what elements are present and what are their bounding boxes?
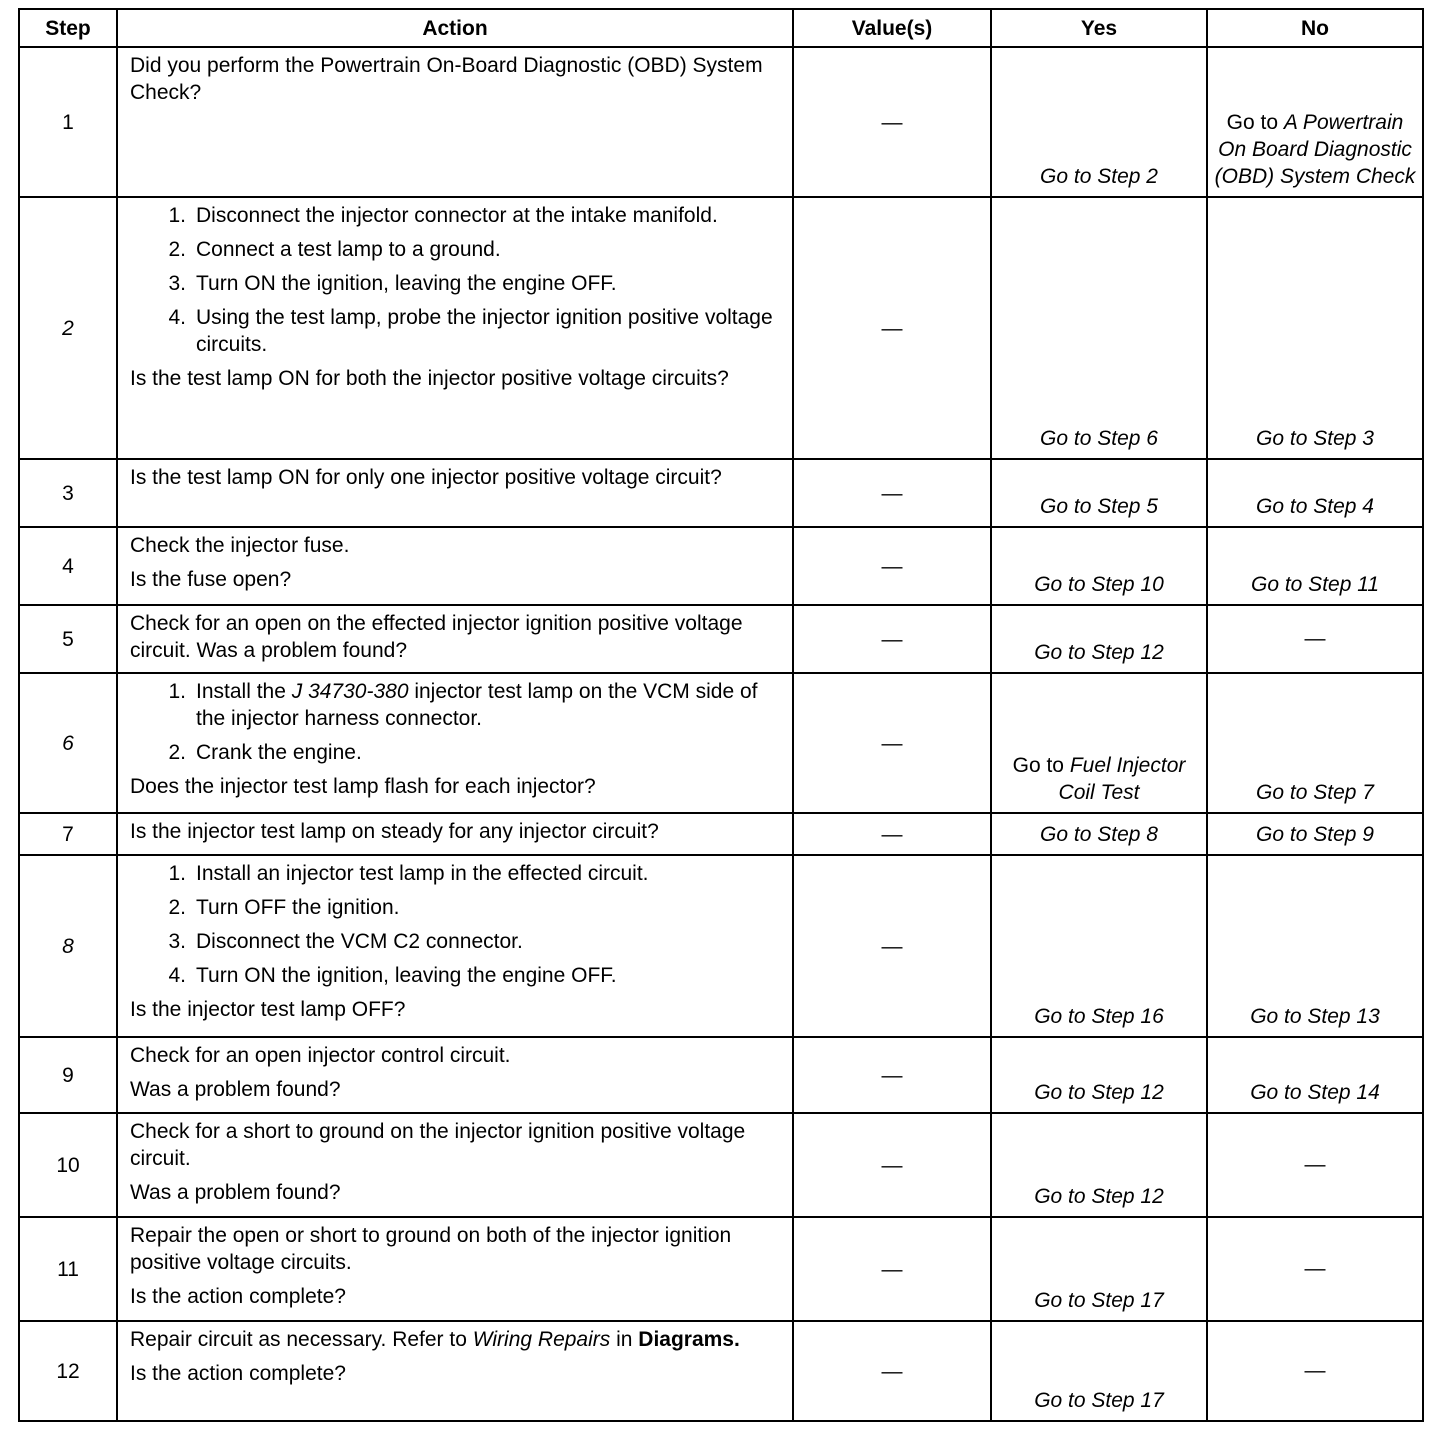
list-number: 2. xyxy=(168,741,186,764)
text-segment: in xyxy=(610,1328,639,1351)
value-cell: — xyxy=(793,1217,991,1321)
value-cell: — xyxy=(793,527,991,605)
action-cell xyxy=(117,527,793,605)
text-segment: Go to xyxy=(1012,754,1070,777)
action-cell xyxy=(117,47,793,197)
text-segment: Disconnect the VCM C2 connector. xyxy=(196,930,523,953)
text-segment: Is the test lamp ON for only one injector positive voltage circuit? xyxy=(130,466,722,489)
step-number: 4 xyxy=(19,527,117,605)
yes-cell xyxy=(991,605,1207,673)
text-segment: Was a problem found? xyxy=(130,1078,341,1101)
step-number: 5 xyxy=(19,605,117,673)
action-cell xyxy=(117,1037,793,1113)
step-number: 2 xyxy=(19,197,117,459)
text-segment: Go to Step 12 xyxy=(1034,641,1164,664)
text-segment: A Powertrain On Board Diagnostic (OBD) System Check xyxy=(1214,111,1416,188)
text-segment: Turn OFF the ignition. xyxy=(196,896,400,919)
text-segment: Check for a short to ground on the injector ignition positive voltage circuit. xyxy=(130,1120,746,1170)
text-segment: Install an injector test lamp in the effected circuit. xyxy=(196,862,649,885)
text-segment: Go to Step 7 xyxy=(1256,781,1374,804)
list-number: 1. xyxy=(168,204,186,227)
text-segment: Was a problem found? xyxy=(130,1181,341,1204)
list-number: 2. xyxy=(168,238,186,261)
text-segment: Go to Step 16 xyxy=(1034,1005,1164,1028)
text-segment: Diagrams. xyxy=(638,1328,740,1351)
no-cell: — xyxy=(1207,1321,1423,1421)
action-paragraph xyxy=(130,1179,782,1206)
text-segment: Fuel Injector Coil Test xyxy=(1058,754,1186,804)
list-text xyxy=(196,894,399,921)
text-segment: Go to Step 14 xyxy=(1250,1081,1380,1104)
action-list-item xyxy=(130,928,782,955)
step-number: 7 xyxy=(19,813,117,855)
table-row xyxy=(19,47,1423,197)
action-paragraph xyxy=(130,365,782,392)
no-cell xyxy=(1207,813,1423,855)
list-number: 3. xyxy=(168,930,186,953)
table-row xyxy=(19,459,1423,527)
yes-cell xyxy=(991,1037,1207,1113)
list-text xyxy=(196,304,782,358)
list-text xyxy=(196,962,617,989)
action-paragraph xyxy=(130,1076,782,1103)
text-segment: Wiring Repairs xyxy=(472,1328,611,1351)
step-number: 1 xyxy=(19,47,117,197)
yes-cell xyxy=(991,459,1207,527)
step-number: 3 xyxy=(19,459,117,527)
list-text xyxy=(196,860,649,887)
action-paragraph xyxy=(130,532,782,559)
table-row xyxy=(19,1217,1423,1321)
action-paragraph xyxy=(130,1222,782,1276)
yes-cell xyxy=(991,197,1207,459)
text-segment: Repair circuit as necessary. Refer to xyxy=(130,1328,473,1351)
step-number: 8 xyxy=(19,855,117,1037)
text-segment: Does the injector test lamp flash for each injector? xyxy=(130,775,596,798)
text-segment: Go to Step 2 xyxy=(1040,165,1158,188)
value-cell: — xyxy=(793,1037,991,1113)
table-row xyxy=(19,1037,1423,1113)
text-segment: Go to Step 13 xyxy=(1250,1005,1380,1028)
text-segment: Turn ON the ignition, leaving the engine OFF. xyxy=(196,964,617,987)
step-number: 12 xyxy=(19,1321,117,1421)
no-cell xyxy=(1207,673,1423,813)
action-paragraph xyxy=(130,1360,782,1387)
action-cell xyxy=(117,459,793,527)
value-cell: — xyxy=(793,605,991,673)
action-list-item xyxy=(130,894,782,921)
no-cell: — xyxy=(1207,1217,1423,1321)
action-cell xyxy=(117,1217,793,1321)
action-cell xyxy=(117,673,793,813)
text-segment: Is the action complete? xyxy=(130,1285,346,1308)
value-cell: — xyxy=(793,813,991,855)
table-row xyxy=(19,855,1423,1037)
action-paragraph xyxy=(130,773,782,800)
text-segment: Go to xyxy=(1226,111,1284,134)
step-number: 6 xyxy=(19,673,117,813)
text-segment: Go to Step 5 xyxy=(1040,495,1158,518)
action-list-item xyxy=(130,304,782,358)
text-segment: J 34730-380 xyxy=(291,680,409,703)
diagnostic-table xyxy=(18,8,1424,1422)
action-paragraph xyxy=(130,1326,782,1353)
text-segment: Go to Step 3 xyxy=(1256,427,1374,450)
value-cell: — xyxy=(793,855,991,1037)
no-cell: — xyxy=(1207,1113,1423,1217)
yes-cell xyxy=(991,527,1207,605)
action-paragraph xyxy=(130,1283,782,1310)
action-paragraph xyxy=(130,464,782,491)
yes-cell xyxy=(991,673,1207,813)
text-segment: Is the test lamp ON for both the injector positive voltage circuits? xyxy=(130,367,729,390)
table-row xyxy=(19,1321,1423,1421)
text-segment: Using the test lamp, probe the injector ignition positive voltage circuits. xyxy=(196,306,773,356)
action-cell xyxy=(117,197,793,459)
text-segment: Go to Step 4 xyxy=(1256,495,1374,518)
action-list-item xyxy=(130,739,782,766)
action-list-item xyxy=(130,236,782,263)
list-number: 1. xyxy=(168,862,186,885)
text-segment: Go to Step 17 xyxy=(1034,1289,1164,1312)
list-text xyxy=(196,236,501,263)
action-paragraph xyxy=(130,566,782,593)
text-segment: Is the fuse open? xyxy=(130,568,292,591)
value-cell: — xyxy=(793,197,991,459)
action-list-item xyxy=(130,962,782,989)
action-paragraph xyxy=(130,1042,782,1069)
action-list-item xyxy=(130,860,782,887)
text-segment: Repair the open or short to ground on both of the injector ignition positive voltage circuits. xyxy=(130,1224,732,1274)
header-step: Step xyxy=(19,9,117,47)
text-segment: Check for an open on the effected injector ignition positive voltage circuit. Was a problem found? xyxy=(130,612,743,662)
list-number: 4. xyxy=(168,306,186,329)
text-segment: Go to Step 17 xyxy=(1034,1389,1164,1412)
header-values: Value(s) xyxy=(793,9,991,47)
no-cell xyxy=(1207,855,1423,1037)
text-segment: Go to Step 11 xyxy=(1250,573,1380,596)
table-body xyxy=(19,47,1423,1421)
text-segment: Is the injector test lamp OFF? xyxy=(130,998,406,1021)
action-paragraph xyxy=(130,610,782,664)
text-segment: Go to Step 6 xyxy=(1040,427,1158,450)
action-cell xyxy=(117,813,793,855)
action-paragraph xyxy=(130,52,782,106)
step-number: 9 xyxy=(19,1037,117,1113)
value-cell: — xyxy=(793,459,991,527)
action-paragraph xyxy=(130,996,782,1023)
text-segment: Is the action complete? xyxy=(130,1362,346,1385)
table-row xyxy=(19,197,1423,459)
value-cell: — xyxy=(793,47,991,197)
table-row xyxy=(19,1113,1423,1217)
list-number: 1. xyxy=(168,680,186,703)
yes-cell xyxy=(991,855,1207,1037)
table-row xyxy=(19,605,1423,673)
yes-cell xyxy=(991,47,1207,197)
value-cell: — xyxy=(793,1113,991,1217)
list-text xyxy=(196,678,782,732)
text-segment: Go to Step 8 xyxy=(1040,823,1158,846)
text-segment: Turn ON the ignition, leaving the engine OFF. xyxy=(196,272,617,295)
text-segment: Go to Step 9 xyxy=(1256,823,1374,846)
list-text xyxy=(196,202,718,229)
action-list-item xyxy=(130,202,782,229)
step-number: 11 xyxy=(19,1217,117,1321)
text-segment: Install the xyxy=(196,680,292,703)
action-paragraph xyxy=(130,818,782,845)
no-cell xyxy=(1207,197,1423,459)
no-cell xyxy=(1207,47,1423,197)
text-segment: Connect a test lamp to a ground. xyxy=(196,238,501,261)
yes-cell xyxy=(991,1113,1207,1217)
text-segment: Check the injector fuse. xyxy=(130,534,350,557)
yes-cell xyxy=(991,1217,1207,1321)
table-row xyxy=(19,527,1423,605)
header-no: No xyxy=(1207,9,1423,47)
text-segment: Go to Step 10 xyxy=(1034,573,1164,596)
text-segment: Go to Step 12 xyxy=(1034,1185,1164,1208)
action-cell xyxy=(117,1113,793,1217)
list-text xyxy=(196,270,617,297)
text-segment: Did you perform the Powertrain On-Board Diagnostic (OBD) System Check? xyxy=(130,54,763,104)
table-row xyxy=(19,673,1423,813)
list-number: 2. xyxy=(168,896,186,919)
step-number: 10 xyxy=(19,1113,117,1217)
list-text xyxy=(196,739,362,766)
action-cell xyxy=(117,1321,793,1421)
header-row xyxy=(19,9,1423,47)
header-yes: Yes xyxy=(991,9,1207,47)
no-cell xyxy=(1207,459,1423,527)
table-row xyxy=(19,813,1423,855)
text-segment: Go to Step 12 xyxy=(1034,1081,1164,1104)
no-cell: — xyxy=(1207,605,1423,673)
action-list-item xyxy=(130,270,782,297)
list-number: 4. xyxy=(168,964,186,987)
action-paragraph xyxy=(130,1118,782,1172)
text-segment: injector test lamp on the VCM side of the injector harness connector. xyxy=(196,680,758,730)
yes-cell xyxy=(991,813,1207,855)
value-cell: — xyxy=(793,1321,991,1421)
action-list-item xyxy=(130,678,782,732)
list-text xyxy=(196,928,523,955)
text-segment: Check for an open injector control circuit. xyxy=(130,1044,511,1067)
list-number: 3. xyxy=(168,272,186,295)
header-action: Action xyxy=(117,9,793,47)
no-cell xyxy=(1207,527,1423,605)
value-cell: — xyxy=(793,673,991,813)
action-cell xyxy=(117,605,793,673)
text-segment: Disconnect the injector connector at the intake manifold. xyxy=(196,204,718,227)
action-cell xyxy=(117,855,793,1037)
no-cell xyxy=(1207,1037,1423,1113)
text-segment: Is the injector test lamp on steady for any injector circuit? xyxy=(130,820,659,843)
text-segment: Crank the engine. xyxy=(196,741,362,764)
yes-cell xyxy=(991,1321,1207,1421)
